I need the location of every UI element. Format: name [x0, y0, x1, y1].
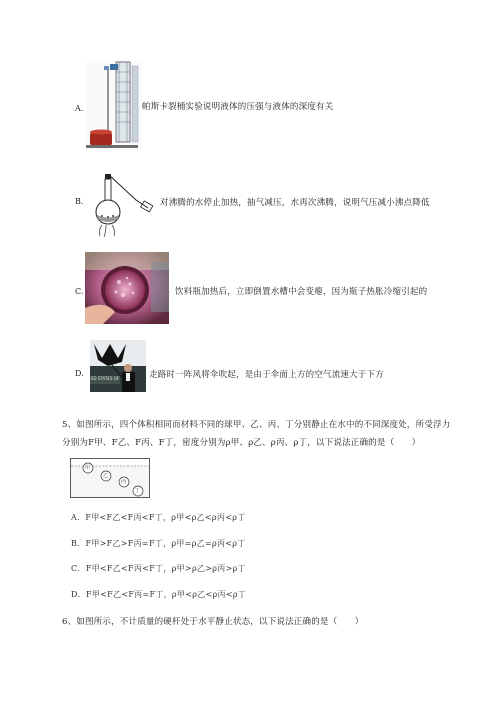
q5-diagram: [70, 458, 150, 498]
option-d-text: 走路时一阵风将伞吹起，是由于伞面上方的空气流速大于下方: [149, 370, 384, 380]
option-a-letter: A.: [75, 104, 84, 113]
q5-choice-b[interactable]: B．F甲>F乙>F丙=F丁，ρ甲=ρ乙=ρ丙<ρ丁: [71, 539, 246, 548]
photo-caption-text: ED STATES OF: [91, 376, 120, 381]
option-a-text: 帕斯卡裂桶实验说明液体的压强与液体的深度有关: [142, 102, 334, 112]
option-c-text: 饮料瓶加热后，立即倒置水槽中会变瘪，因为瓶子热胀冷缩引起的: [175, 287, 428, 297]
ball-ding-label: 丁: [135, 488, 141, 494]
option-d-letter: D.: [75, 369, 84, 378]
flask-syringe-image: [92, 170, 154, 238]
q5-stem-line2: 分别为F甲、F乙、F丙、F丁，密度分别为ρ甲、ρ乙、ρ丙、ρ丁，以下说法正确的是（ ）: [62, 438, 421, 448]
q5-stem-line1: 5、如图所示，四个体积相同而材料不同的球甲、乙、丙、丁分别静止在水中的不同深度处，所受浮力: [62, 420, 451, 430]
bottle-in-tank-image: [85, 252, 169, 324]
ball-bing-label: 丙: [121, 479, 127, 485]
umbrella-wind-image: [90, 340, 146, 392]
q5-choice-d[interactable]: D．F甲<F乙<F丙=F丁，ρ甲<ρ乙<ρ丙<ρ丁: [71, 590, 247, 599]
q5-choice-c[interactable]: C．F甲<F乙<F丙<F丁，ρ甲>ρ乙>ρ丙>ρ丁: [71, 564, 246, 573]
option-c-letter: C.: [75, 287, 84, 296]
ball-jia-label: 甲: [85, 465, 91, 471]
option-b-letter: B.: [75, 197, 84, 206]
ball-yi-label: 乙: [103, 473, 109, 479]
pascal-barrel-image: [86, 60, 142, 150]
q6-stem: 6、如图所示，不计质量的硬杆处于水平静止状态，以下说法正确的是（ ）: [62, 617, 364, 627]
option-b-text: 对沸腾的水停止加热，抽气减压，水再次沸腾，说明气压减小沸点降低: [160, 198, 430, 208]
q5-choice-a[interactable]: A．F甲<F乙<F丙<F丁，ρ甲<ρ乙<ρ丙<ρ丁: [71, 513, 246, 522]
